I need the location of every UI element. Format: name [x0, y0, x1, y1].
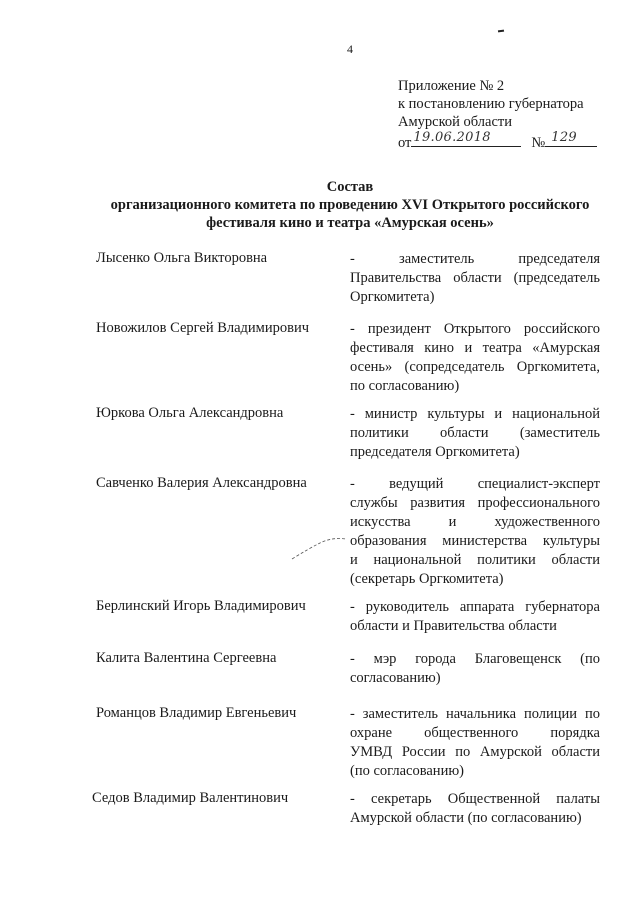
- role-line: (по согласованию): [350, 763, 464, 779]
- role-line: Правительства области (председатель: [350, 270, 600, 286]
- role-line: политики области (заместитель: [350, 425, 600, 441]
- date-field: [411, 131, 521, 147]
- member-name: Романцов Владимир Евгеньевич: [96, 705, 297, 721]
- role-line: - заместитель начальника полиции по: [350, 706, 600, 722]
- title-line-2: организационного комитета по проведению XVI Открытого российского: [110, 197, 590, 213]
- appendix-region: Амурской области: [398, 114, 512, 130]
- title-line-3: фестиваля кино и театра «Амурская осень»: [206, 215, 494, 231]
- ink-mark: [498, 30, 504, 33]
- role-line: (секретарь Оргкомитета): [350, 571, 504, 587]
- role-line: УМВД России по Амурской области: [350, 744, 600, 760]
- number-prefix: №: [531, 135, 546, 151]
- member-name: Лысенко Ольга Викторовна: [96, 250, 268, 266]
- member-name: Берлинский Игорь Владимирович: [96, 598, 306, 614]
- member-role: [350, 790, 600, 828]
- role-line: охране общественного порядка: [350, 725, 600, 741]
- member-name: Калита Валентина Сергеевна: [96, 650, 277, 666]
- role-line: по согласованию): [350, 378, 460, 394]
- role-line: образования министерства культуры: [350, 533, 600, 549]
- appendix-date-line: [398, 131, 597, 149]
- date-handwritten: 19.06.2018: [413, 130, 491, 145]
- role-line: - президент Открытого российского: [350, 321, 600, 337]
- role-line: - секретарь Общественной палаты: [350, 791, 600, 807]
- role-line: фестиваля кино и театра «Амурская: [350, 340, 600, 356]
- role-line: согласованию): [350, 670, 441, 686]
- role-line: - мэр города Благовещенск (по: [350, 651, 600, 667]
- member-role: [350, 705, 600, 781]
- title-line-1: Состав: [326, 179, 374, 195]
- pen-stroke-mark: [290, 533, 350, 563]
- member-name: Седов Владимир Валентинович: [92, 790, 289, 806]
- number-field: [545, 131, 597, 147]
- role-line: председателя Оргкомитета): [350, 444, 520, 460]
- page-number: 4: [347, 42, 353, 56]
- role-line: Оргкомитета): [350, 289, 435, 305]
- member-role: [350, 250, 600, 307]
- appendix-header: [398, 77, 597, 149]
- role-line: искусства и художественного: [350, 514, 600, 530]
- date-prefix: от: [398, 135, 412, 151]
- role-line: Амурской области (по согласованию): [350, 810, 582, 826]
- number-handwritten: 129: [551, 130, 577, 145]
- member-role: [350, 598, 600, 636]
- appendix-resolution: к постановлению губернатора: [398, 96, 584, 112]
- role-line: области и Правительства области: [350, 618, 557, 634]
- appendix-title: Приложение № 2: [398, 78, 505, 94]
- role-line: - заместитель председателя: [350, 251, 600, 267]
- document-title: [80, 178, 620, 232]
- role-line: службы развития профессионального: [350, 495, 600, 511]
- role-line: - министр культуры и национальной: [350, 406, 600, 422]
- role-line: - ведущий специалист-эксперт: [350, 476, 600, 492]
- role-line: осень» (сопредседатель Оргкомитета,: [350, 359, 600, 375]
- member-role: [350, 320, 600, 396]
- member-role: [350, 650, 600, 688]
- member-role: [350, 475, 600, 589]
- member-name: Савченко Валерия Александровна: [96, 475, 307, 491]
- role-line: - руководитель аппарата губернатора: [350, 599, 600, 615]
- member-role: [350, 405, 600, 462]
- member-name: Новожилов Сергей Владимирович: [96, 320, 310, 336]
- member-name: Юркова Ольга Александровна: [96, 405, 284, 421]
- role-line: и национальной политики области: [350, 552, 600, 568]
